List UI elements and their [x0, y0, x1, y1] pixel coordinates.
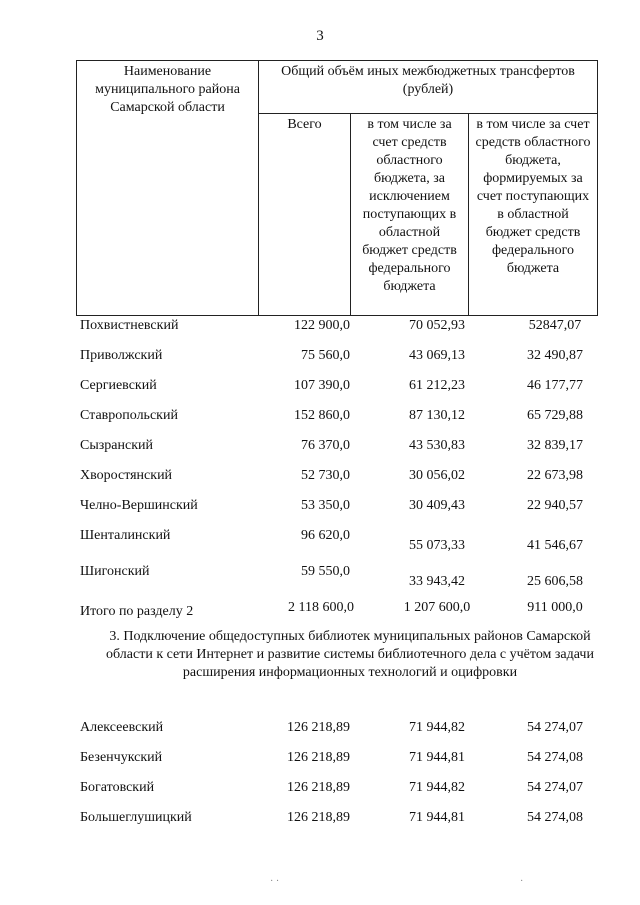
- district-name: Шигонский: [80, 564, 150, 579]
- federal-value: 46 177,77: [527, 378, 583, 393]
- table-row: [80, 780, 600, 800]
- table-row: [80, 720, 600, 740]
- federal-value: 32 839,17: [527, 438, 583, 453]
- regional-value: 71 944,81: [409, 810, 465, 825]
- total-value: 76 370,0: [301, 438, 350, 453]
- total-value: 52 730,0: [301, 468, 350, 483]
- total-value: 2 118 600,0: [288, 600, 354, 615]
- table-row: [80, 438, 600, 458]
- table-row: [80, 408, 600, 428]
- regional-value: 55 073,33: [409, 538, 465, 553]
- regional-value: 61 212,23: [409, 378, 465, 393]
- regional-value: 33 943,42: [409, 574, 465, 589]
- regional-value: 71 944,82: [409, 720, 465, 735]
- total-value: 122 900,0: [294, 318, 350, 333]
- federal-value: 911 000,0: [527, 600, 583, 615]
- section-3-title: 3. Подключение общедоступных библиотек муниципальных районов Самарской области к сети Интернет и развитие системы библиотечного дела с учётом задачи расширения информационных технологий и оцифровки: [106, 629, 594, 680]
- table-row: [80, 318, 600, 338]
- federal-value: 54 274,07: [527, 720, 583, 735]
- district-name: Богатовский: [80, 780, 155, 795]
- total-value: 126 218,89: [287, 720, 350, 735]
- district-name: Шенталинский: [80, 528, 171, 543]
- district-name: Похвистневский: [80, 318, 179, 333]
- district-name: Челно-Вершинский: [80, 498, 198, 513]
- federal-value: 65 729,88: [527, 408, 583, 423]
- scan-mark: · ·: [270, 876, 280, 887]
- regional-value: 71 944,81: [409, 750, 465, 765]
- table-row: [80, 750, 600, 770]
- section-total-label: Итого по разделу 2: [80, 604, 194, 619]
- district-name: Сызранский: [80, 438, 153, 453]
- header-table: [76, 60, 598, 316]
- header-federal-budget: в том числе за счет средств областного бюджета, формируемых за счет поступающих в областной бюджет средств федерального бюджета: [469, 114, 598, 316]
- table-row: [80, 348, 600, 368]
- total-value: 59 550,0: [301, 564, 350, 579]
- district-name: Приволжский: [80, 348, 163, 363]
- table-row: [80, 564, 600, 589]
- regional-value: 30 056,02: [409, 468, 465, 483]
- total-value: 107 390,0: [294, 378, 350, 393]
- table-row: [80, 810, 600, 830]
- table-row-total: [80, 600, 600, 620]
- regional-value: 87 130,12: [409, 408, 465, 423]
- total-value: 126 218,89: [287, 780, 350, 795]
- regional-value: 43 069,13: [409, 348, 465, 363]
- header-transfers-group: Общий объём иных межбюджетных трансфертов (рублей): [259, 61, 598, 114]
- regional-value: 70 052,93: [409, 318, 465, 333]
- federal-value: 32 490,87: [527, 348, 583, 363]
- total-value: 75 560,0: [301, 348, 350, 363]
- regional-value: 71 944,82: [409, 780, 465, 795]
- header-total: Всего: [259, 114, 351, 316]
- federal-value: 52847,07: [528, 318, 582, 333]
- federal-value: 54 274,08: [527, 750, 583, 765]
- total-value: 96 620,0: [301, 528, 350, 543]
- regional-value: 1 207 600,0: [403, 600, 471, 615]
- total-value: 53 350,0: [301, 498, 350, 513]
- scan-mark: ·: [520, 876, 524, 887]
- federal-value: 54 274,08: [527, 810, 583, 825]
- total-value: 126 218,89: [287, 810, 350, 825]
- federal-value: 25 606,58: [527, 574, 583, 589]
- table-row: [80, 468, 600, 488]
- district-name: Безенчукский: [80, 750, 163, 765]
- federal-value: 41 546,67: [527, 538, 583, 553]
- table-row: [80, 528, 600, 553]
- federal-value: 54 274,07: [527, 780, 583, 795]
- header-regional-budget: в том числе за счет средств областного бюджета, за исключением поступающих в областной бюджет средств федерального бюджета: [351, 114, 469, 316]
- header-district-name: Наименование муниципального района Самарской области: [77, 61, 259, 316]
- regional-value: 43 530,83: [409, 438, 465, 453]
- federal-value: 22 673,98: [527, 468, 583, 483]
- district-name: Ставропольский: [80, 408, 178, 423]
- regional-value: 30 409,43: [409, 498, 465, 513]
- total-value: 126 218,89: [287, 750, 350, 765]
- table-row: [80, 498, 600, 518]
- district-name: Большеглушицкий: [80, 810, 192, 825]
- district-name: Алексеевский: [80, 720, 164, 735]
- total-value: 152 860,0: [294, 408, 350, 423]
- district-name: Хворостянский: [80, 468, 173, 483]
- federal-value: 22 940,57: [527, 498, 583, 513]
- table-row: [80, 378, 600, 398]
- page-number: 3: [316, 28, 324, 44]
- district-name: Сергиевский: [80, 378, 157, 393]
